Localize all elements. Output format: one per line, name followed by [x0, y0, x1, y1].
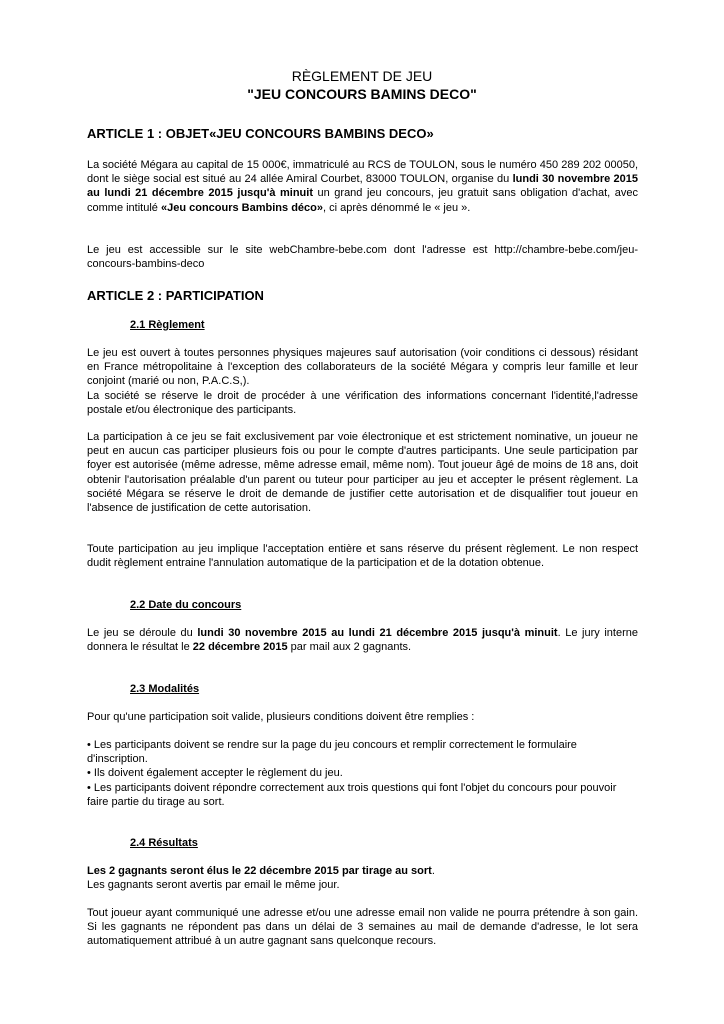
section-2-2-paragraph: [87, 626, 638, 654]
article1-p1-contest-name: «Jeu concours Bambins déco»: [160, 201, 323, 214]
article1-paragraph1: [87, 158, 638, 215]
section-2-2-text-a: Le jeu se déroule du: [87, 627, 198, 639]
section-2-3-bullet1: • Les participants doivent se rendre sur la page du jeu concours et remplir correctement le formulaire d'inscription.: [87, 739, 577, 766]
section-2-1-paragraph1: [87, 346, 638, 417]
section-2-4-paragraph2: Tout joueur ayant communiqué une adresse et/ou une adresse email non valide ne pourra prétendre à son gain. Si les gagnants ne répondent pas dans un délai de 3 semaines au mail de demande d'adresse, le lot sera automatiquement attribué à un autre gagnant sans quelconque recours.: [87, 907, 638, 948]
article1-p1-text-b: un grand jeu concours, jeu gratuit sans obligation d'achat, avec comme intitulé: [87, 187, 638, 214]
section-2-4-bold-line-end: .: [431, 865, 435, 877]
section-2-2-title: 2.2 Date du concours: [130, 599, 242, 611]
section-2-4-title: 2.4 Résultats: [130, 837, 198, 849]
section-2-4-paragraph1: [87, 864, 638, 892]
article1-p1-text-a: La société Mégara au capital de 15 000€, immatriculé au RCS de TOULON, sous le numéro 450 289 202 00050, dont le siège social est situé au 24 allée Amiral Courbet, 83000 TOULON, organise du: [87, 159, 638, 186]
document-title-line1: RÈGLEMENT DE JEU: [291, 68, 433, 84]
section-2-1-p1b: La société se réserve le droit de procéder à une vérification des informations concernant l'identité,l'adresse postale et/ou électronique des participants.: [87, 389, 638, 416]
section-2-1-p1: Le jeu est ouvert à toutes personnes physiques majeures sauf autorisation (voir conditions ci dessous) résidant en France métropolitaine à l'exception des collaborateurs de la société Mégara y compris leur famille et leur conjoint (marié ou non, P.A.C.S,).: [87, 347, 638, 388]
article1-paragraph2: Le jeu est accessible sur le site webChambre-bebe.com dont l'adresse est http://chambre-bebe.com/jeu-concours-bambins-deco: [87, 244, 638, 271]
document-title-line2: "JEU CONCOURS BAMINS DECO": [247, 86, 477, 102]
section-2-4-line2: Les gagnants seront avertis par email le même jour.: [87, 879, 340, 892]
section-2-3-bullet3: • Les participants doivent répondre correctement aux trois questions qui font l'objet du concours pour pouvoir faire partie du tirage au sort.: [87, 781, 617, 808]
section-2-1-paragraph3: Toute participation au jeu implique l'acceptation entière et sans réserve du présent règlement. Le non respect dudit règlement entraine l'annulation automatique de la participation et de la dotation obtenue.: [87, 543, 638, 570]
section-2-4-bold-line: Les 2 gagnants seront élus le 22 décembre 2015 par tirage au sort: [87, 865, 432, 877]
section-2-3-intro: Pour qu'une participation soit valide, plusieurs conditions doivent être remplies :: [87, 711, 475, 723]
article1-heading: ARTICLE 1 : OBJET«JEU CONCOURS BAMBINS DECO»: [87, 126, 434, 141]
section-2-3-bullets: [87, 738, 638, 809]
article1-p1-dates: lundi 30 novembre 2015 au lundi 21 décembre 2015 jusqu'à minuit: [87, 173, 639, 200]
section-2-1-title: 2.1 Règlement: [130, 319, 205, 331]
article1-p1-text-c: , ci après dénommé le « jeu ».: [322, 201, 471, 214]
section-2-3-bullet2: • Ils doivent également accepter le règlement du jeu.: [87, 767, 343, 780]
section-2-2-text-c: par mail aux 2 gagnants.: [287, 641, 412, 654]
section-2-1-paragraph2: La participation à ce jeu se fait exclusivement par voie électronique et est strictement nominative, un joueur ne peut en aucun cas participer plusieurs fois ou pour le compte d'autres participants. Une seule participation par foyer est autorisée (même adresse, même adresse email, même nom). Tout joueur âgé de moins de 18 ans, doit obtenir l'autorisation préalable d'un parent ou tuteur pour participer au jeu et accepter le présent règlement. La société Mégara se réserve le droit de demande de justifier cette autorisation et de disqualifier tout joueur en l'absence de justification de cette autorisation.: [87, 431, 638, 515]
section-2-3-title: 2.3 Modalités: [130, 683, 200, 695]
section-2-2-text-b: . Le jury interne donnera le résultat le: [87, 627, 638, 654]
section-2-2-dates: lundi 30 novembre 2015 au lundi 21 décembre 2015 jusqu'à minuit: [197, 627, 558, 639]
article2-heading: ARTICLE 2 : PARTICIPATION: [87, 288, 264, 303]
section-2-2-result-date: 22 décembre 2015: [192, 641, 288, 654]
